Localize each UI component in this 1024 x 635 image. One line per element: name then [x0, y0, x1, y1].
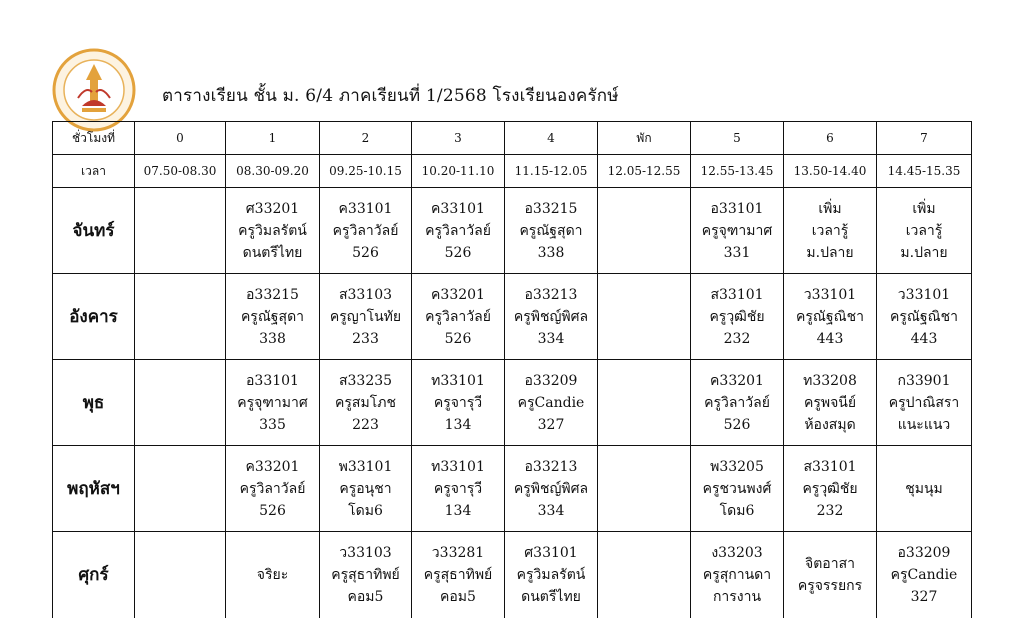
subject-code: ค33101 — [431, 200, 485, 217]
subject-code: อ33213 — [524, 458, 578, 475]
teacher-name: ครูพจนีย์ — [803, 394, 857, 411]
time-label: เวลา — [53, 155, 135, 188]
class-cell — [877, 360, 972, 446]
class-cell — [412, 360, 505, 446]
teacher-name: ครูจารุวี — [433, 394, 483, 411]
subject-code: ว33101 — [897, 286, 951, 303]
class-cell — [784, 360, 877, 446]
room-name: 335 — [259, 416, 286, 433]
subject-code: อ33215 — [524, 200, 578, 217]
room-name: 526 — [352, 244, 379, 261]
class-cell — [412, 532, 505, 619]
class-cell — [135, 188, 226, 274]
teacher-name: ครูCandie — [517, 394, 585, 411]
class-cell — [320, 188, 412, 274]
subject-code: ศ33101 — [524, 545, 578, 561]
teacher-name: ครูณัฐสุดา — [240, 308, 305, 325]
time-slot: 13.50-14.40 — [784, 155, 877, 188]
school-emblem-icon — [52, 48, 136, 132]
class-cell — [598, 274, 691, 360]
teacher-name: ครูอนุชา — [339, 480, 392, 497]
time-slot: 09.25-10.15 — [320, 155, 412, 188]
room-name: 526 — [444, 330, 472, 347]
class-cell — [412, 274, 505, 360]
subject-code: ส33103 — [338, 286, 393, 303]
teacher-name: ครูสุธาทิพย์ — [423, 567, 493, 583]
subject-code: ส33235 — [338, 372, 393, 389]
time-slot: 08.30-09.20 — [226, 155, 320, 188]
subject-code: ง33203 — [711, 545, 763, 561]
subject-code: ว33281 — [431, 545, 485, 561]
class-cell — [691, 188, 784, 274]
subject-code: ค33201 — [431, 286, 485, 303]
class-cell — [505, 188, 598, 274]
class-cell — [320, 532, 412, 619]
day-name: พุธ — [53, 360, 135, 446]
class-cell — [320, 360, 412, 446]
teacher-name: ครูวิลาวัลย์ — [704, 394, 770, 411]
class-cell — [135, 360, 226, 446]
room-name: 233 — [352, 330, 379, 347]
class-cell — [135, 274, 226, 360]
teacher-name: ครูสุกานดา — [702, 567, 772, 583]
room-name: การงาน — [712, 589, 762, 605]
teacher-name: เวลารู้ — [905, 222, 943, 239]
day-row — [53, 446, 972, 532]
class-cell — [877, 274, 972, 360]
subject-code: ค33201 — [710, 372, 764, 389]
class-cell — [598, 188, 691, 274]
class-cell — [505, 446, 598, 532]
time-slot: 07.50-08.30 — [135, 155, 226, 188]
class-cell — [691, 532, 784, 619]
period-number: 3 — [412, 122, 505, 155]
teacher-name: ครูจรรยกร — [797, 578, 863, 594]
class-cell — [877, 446, 972, 532]
room-name: 134 — [444, 416, 472, 433]
subject-code: ท33101 — [431, 458, 485, 475]
teacher-name: ครูณัฐณิชา — [796, 308, 864, 325]
teacher-name: ครูวุฒิชัย — [802, 480, 858, 497]
room-name: 334 — [537, 330, 565, 347]
room-name: 327 — [910, 589, 938, 605]
time-slot: 11.15-12.05 — [505, 155, 598, 188]
class-cell — [505, 360, 598, 446]
room-name: 526 — [444, 244, 472, 261]
class-cell — [320, 446, 412, 532]
class-cell — [412, 446, 505, 532]
class-cell — [691, 274, 784, 360]
time-slot: 14.45-15.35 — [877, 155, 972, 188]
period-number: 0 — [135, 122, 226, 155]
time-slot: 10.20-11.10 — [412, 155, 505, 188]
subject-code: ค33201 — [245, 458, 300, 475]
room-name: ดนตรีไทย — [521, 589, 581, 605]
subject-code: พ33101 — [338, 458, 393, 475]
subject-code: เพิ่ม — [912, 200, 936, 217]
subject-code: อ33101 — [246, 372, 299, 389]
period-number: 1 — [226, 122, 320, 155]
class-cell — [226, 360, 320, 446]
header-row — [53, 122, 972, 155]
teacher-name: ครูวิลาวัลย์ — [239, 480, 306, 497]
room-name: 327 — [537, 416, 565, 433]
teacher-name: ครูวิลาวัลย์ — [332, 222, 399, 239]
teacher-name: เวลารู้ — [811, 222, 849, 239]
subject-code: ชุมนุม — [905, 480, 943, 497]
room-name: 443 — [910, 330, 938, 347]
teacher-name: ครูวิมลรัตน์ — [238, 222, 307, 239]
subject-code: จิตอาสา — [805, 556, 855, 572]
room-name: 338 — [537, 244, 565, 261]
class-cell — [320, 274, 412, 360]
class-cell — [784, 188, 877, 274]
teacher-name: ครูญาโนทัย — [329, 308, 402, 325]
class-cell — [505, 274, 598, 360]
teacher-name: ครูวิมลรัตน์ — [516, 567, 586, 583]
day-row — [53, 188, 972, 274]
class-cell — [505, 532, 598, 619]
day-name: จันทร์ — [53, 188, 135, 274]
subject-code: ส33101 — [803, 458, 857, 475]
room-name: ม.ปลาย — [806, 244, 854, 261]
room-name: โดม6 — [719, 502, 755, 519]
subject-code: อ33101 — [710, 200, 764, 217]
subject-code: ท33208 — [803, 372, 857, 389]
day-row — [53, 274, 972, 360]
teacher-name: ครูวิลาวัลย์ — [425, 222, 491, 239]
room-name: 334 — [537, 502, 565, 519]
teacher-name: ครูพิชญ์พิศล — [513, 308, 589, 325]
class-cell — [784, 446, 877, 532]
room-name: โดม6 — [348, 502, 383, 519]
room-name: 331 — [723, 244, 751, 261]
time-slot: 12.05-12.55 — [598, 155, 691, 188]
class-cell — [784, 532, 877, 619]
time-row — [53, 155, 972, 188]
class-cell — [877, 532, 972, 619]
day-name: อังคาร — [53, 274, 135, 360]
day-row — [53, 360, 972, 446]
room-name: 223 — [352, 416, 379, 433]
subject-code: อ33209 — [524, 372, 578, 389]
timetable — [52, 121, 972, 618]
class-cell — [877, 188, 972, 274]
day-name: ศุกร์ — [53, 532, 135, 619]
teacher-name: ครูวุฒิชัย — [709, 308, 765, 325]
class-cell — [135, 446, 226, 532]
subject-code: ท33101 — [431, 372, 485, 389]
class-cell — [226, 446, 320, 532]
class-cell — [226, 188, 320, 274]
room-name: 134 — [444, 502, 472, 519]
room-name: 443 — [816, 330, 844, 347]
teacher-name: ครูจุฑามาศ — [701, 222, 773, 239]
teacher-name: ครูCandie — [890, 567, 958, 583]
room-name: ห้องสมุด — [804, 416, 856, 433]
class-cell — [598, 360, 691, 446]
subject-code: ศ33201 — [245, 200, 300, 217]
class-cell — [784, 274, 877, 360]
room-name: 232 — [723, 330, 751, 347]
subject-code: ส33101 — [710, 286, 764, 303]
subject-code: พ33205 — [710, 458, 764, 475]
class-cell — [598, 446, 691, 532]
teacher-name: ครูจารุวี — [433, 480, 483, 497]
room-name: ม.ปลาย — [900, 244, 948, 261]
period-number: 7 — [877, 122, 972, 155]
subject-code: ค33101 — [338, 200, 393, 217]
subject-code: อ33213 — [524, 286, 578, 303]
period-number: พัก — [598, 122, 691, 155]
class-cell — [598, 532, 691, 619]
teacher-name: ครูณัฐณิชา — [890, 308, 958, 325]
room-name: 526 — [723, 416, 751, 433]
subject-code: อ33215 — [246, 286, 299, 303]
room-name: คอม5 — [347, 589, 384, 605]
period-number: 6 — [784, 122, 877, 155]
period-number: 4 — [505, 122, 598, 155]
class-cell — [691, 446, 784, 532]
class-cell — [691, 360, 784, 446]
room-name: แนะแนว — [897, 416, 951, 433]
day-name: พฤหัสฯ — [53, 446, 135, 532]
subject-code: ว33103 — [339, 545, 392, 561]
period-number: 5 — [691, 122, 784, 155]
period-header-label: ชั่วโมงที่ — [53, 122, 135, 155]
day-row — [53, 532, 972, 619]
room-name: 232 — [816, 502, 844, 519]
room-name: 338 — [259, 330, 286, 347]
class-cell — [135, 532, 226, 619]
subject-code: อ33209 — [897, 545, 951, 561]
teacher-name: ครูสุธาทิพย์ — [331, 567, 400, 583]
teacher-name: ครูชวนพงศ์ — [702, 480, 772, 497]
teacher-name: ครูวิลาวัลย์ — [425, 308, 491, 325]
subject-code: จริยะ — [256, 567, 289, 583]
teacher-name: ครูณัฐสุดา — [519, 222, 583, 239]
page-title: ตารางเรียน ชั้น ม. 6/4 ภาคเรียนที่ 1/2568 โรงเรียนองครักษ์ — [162, 86, 619, 106]
teacher-name: ครูสมโภช — [335, 394, 396, 411]
class-cell — [226, 274, 320, 360]
teacher-name: ครูจุฑามาศ — [237, 394, 308, 411]
subject-code: เพิ่ม — [818, 200, 842, 217]
time-slot: 12.55-13.45 — [691, 155, 784, 188]
subject-code: ก33901 — [897, 372, 951, 389]
room-name: 526 — [259, 502, 286, 519]
teacher-name: ครูปาณิสรา — [888, 394, 960, 411]
room-name: ดนตรีไทย — [242, 244, 303, 261]
teacher-name: ครูพิชญ์พิศล — [513, 480, 589, 497]
class-cell — [412, 188, 505, 274]
room-name: คอม5 — [440, 589, 476, 605]
period-number: 2 — [320, 122, 412, 155]
subject-code: ว33101 — [803, 286, 857, 303]
class-cell — [226, 532, 320, 619]
